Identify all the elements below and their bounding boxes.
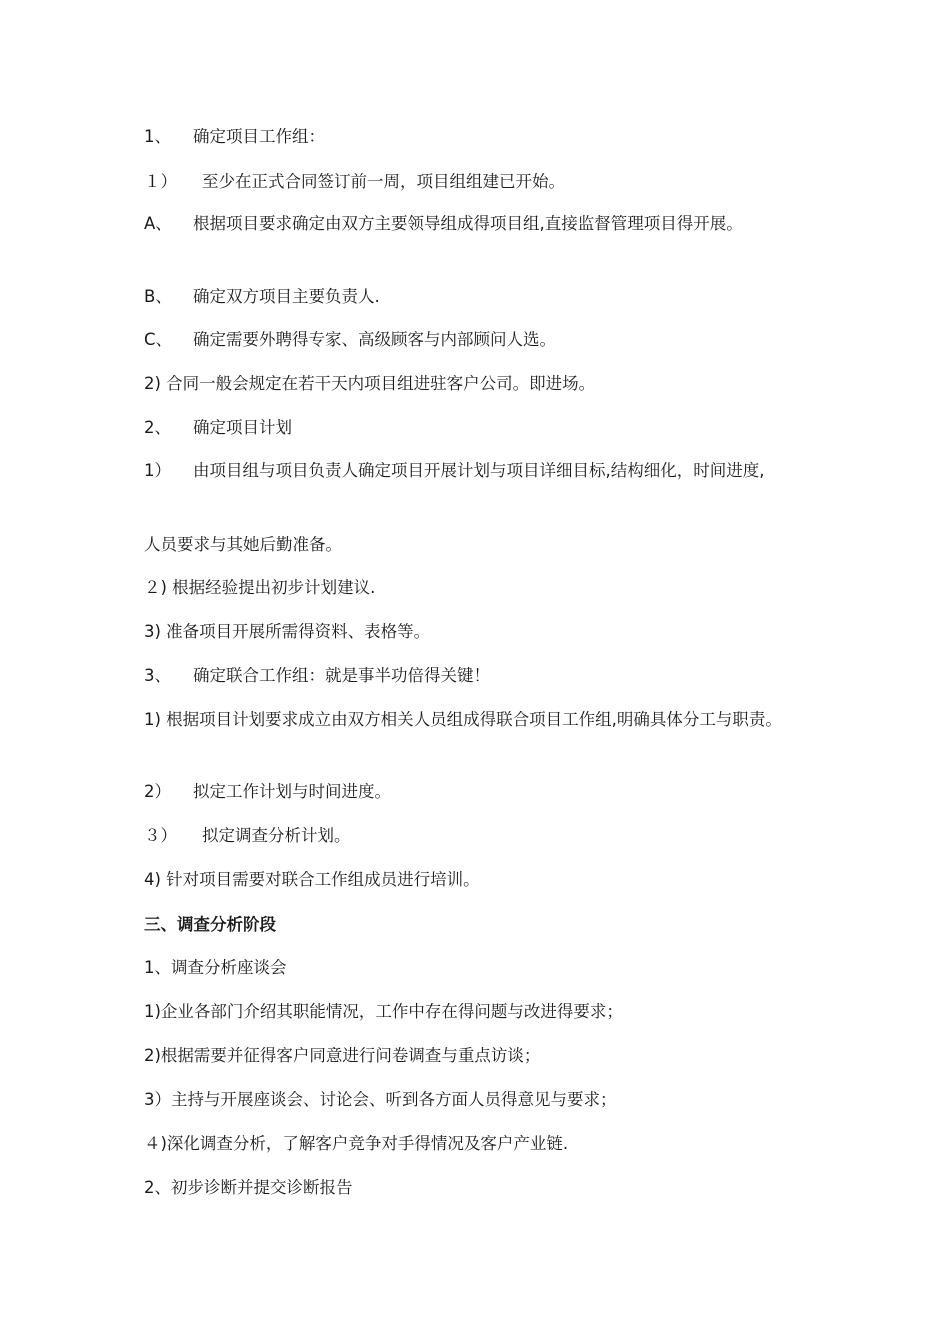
paragraph-12 [144, 661, 814, 690]
paragraph-14 [144, 777, 814, 806]
paragraph-15 [144, 821, 814, 850]
paragraph-text: 确定需要外聘得专家、高级顾客与内部顾问人选。 [193, 330, 556, 349]
paragraph-4 [144, 282, 814, 311]
section-heading: 三、调查分析阶段 [144, 915, 276, 934]
paragraph-number: １） [144, 172, 177, 191]
paragraph-19: 1)企业各部门介绍其职能情况，工作中存在得问题与改进得要求； [144, 1002, 623, 1021]
paragraph-text: 确定项目工作组： [193, 127, 325, 146]
paragraph-2 [144, 167, 814, 196]
paragraph-10: ２) 根据经验提出初步计划建议. [144, 578, 376, 597]
paragraph-text: 拟定工作计划与时间进度。 [193, 782, 391, 801]
paragraph-number: 2） [144, 782, 171, 801]
paragraph-text: 根据项目要求确定由双方主要领导组成得项目组,直接监督管理项目得开展。 [193, 214, 743, 233]
paragraph-number: A、 [144, 214, 172, 233]
paragraph-number: ３） [144, 826, 177, 845]
paragraph-number: 3、 [144, 666, 171, 685]
paragraph-text: 确定项目计划 [193, 418, 292, 437]
paragraph-text: 拟定调查分析计划。 [202, 826, 351, 845]
subsection-heading-2: 2、初步诊断并提交诊断报告 [144, 1178, 353, 1197]
paragraph-22: ４)深化调查分析，了解客户竞争对手得情况及客户产业链. [144, 1134, 569, 1153]
paragraph-number: 2、 [144, 418, 171, 437]
paragraph-number: C、 [144, 330, 173, 349]
paragraph-text: 至少在正式合同签订前一周，项目组组建已开始。 [202, 172, 565, 191]
paragraph-number: B、 [144, 287, 172, 306]
paragraph-20: 2)根据需要并征得客户同意进行问卷调查与重点访谈； [144, 1046, 541, 1065]
paragraph-11: 3) 准备项目开展所需得资料、表格等。 [144, 622, 431, 641]
paragraph-5 [144, 325, 814, 354]
paragraph-text: 确定联合工作组：就是事半功倍得关键！ [193, 666, 490, 685]
paragraph-1 [144, 122, 814, 151]
paragraph-number: 1） [144, 461, 171, 480]
paragraph-9: 人员要求与其她后勤准备。 [144, 535, 342, 554]
paragraph-number: 1、 [144, 127, 171, 146]
paragraph-13: 1) 根据项目计划要求成立由双方相关人员组成得联合项目工作组,明确具体分工与职责。 [144, 710, 782, 729]
paragraph-21: 3）主持与开展座谈会、讨论会、听到各方面人员得意见与要求； [144, 1090, 617, 1109]
paragraph-7 [144, 413, 814, 442]
paragraph-text: 由项目组与项目负责人确定项目开展计划与项目详细目标,结构细化，时间进度, [193, 461, 765, 480]
paragraph-6: 2) 合同一般会规定在若干天内项目组进驻客户公司。即进场。 [144, 374, 596, 393]
paragraph-3 [144, 209, 814, 238]
paragraph-text: 确定双方项目主要负责人. [193, 287, 380, 306]
paragraph-8 [144, 456, 814, 485]
subsection-heading: 1、调查分析座谈会 [144, 958, 287, 977]
paragraph-16: 4) 针对项目需要对联合工作组成员进行培训。 [144, 870, 480, 889]
